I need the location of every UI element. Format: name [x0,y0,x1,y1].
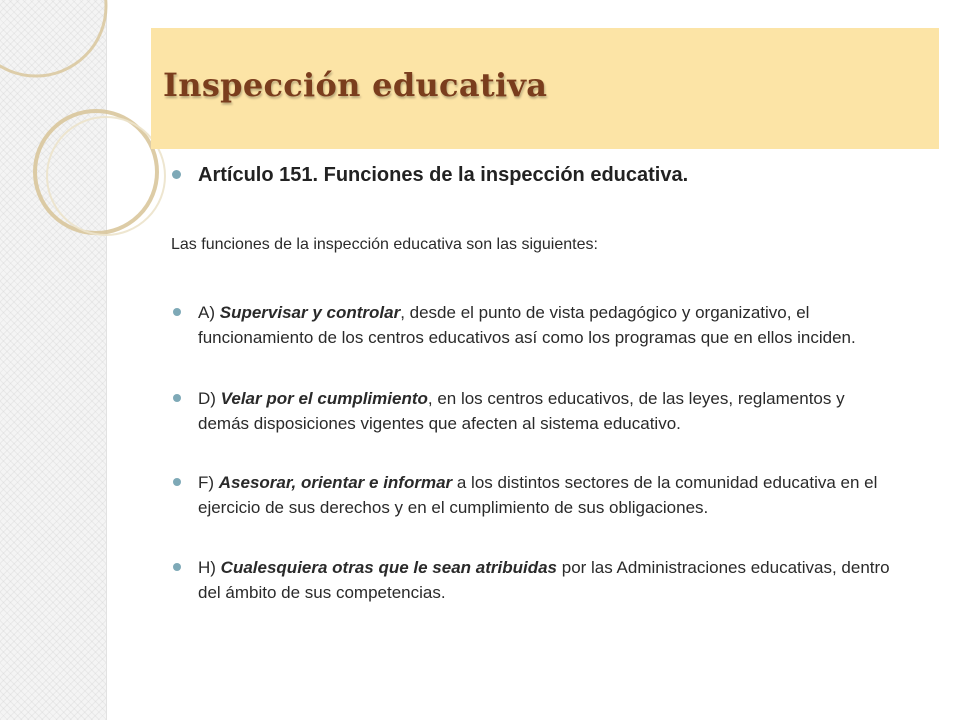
decorative-ring-inner [47,117,165,235]
function-item-d [198,386,898,436]
bullet-icon [173,563,181,571]
item-text: por las Administraciones educativas, dentro del ámbito de sus competencias. [198,558,890,602]
function-item-f [198,470,898,520]
decorative-ring-medium [35,111,157,233]
item-emphasis: Supervisar y controlar [219,303,401,322]
bullet-icon [173,394,181,402]
bullet-icon [172,170,181,179]
slide-title: Inspección educativa [163,66,548,104]
article-heading: Artículo 151. Funciones de la inspección educativa. [198,164,689,186]
function-item-h [198,555,898,605]
item-emphasis: Cualesquiera otras que le sean atribuidas [220,558,558,577]
item-text: , desde el punto de vista pedagógico y organizativo, el funcionamiento de los centros educativos así como los programas que en ellos inciden. [198,303,856,347]
decorative-ring-large [0,0,106,76]
item-prefix: F) [198,473,219,492]
item-prefix: A) [198,303,220,322]
item-emphasis: Asesorar, orientar e informar [218,473,453,492]
intro-text: Las funciones de la inspección educativa son las siguientes: [171,236,598,253]
item-emphasis: Velar por el cumplimiento [220,389,428,408]
function-item-a [198,300,898,350]
item-prefix: H) [198,558,221,577]
item-prefix: D) [198,389,221,408]
item-text: a los distintos sectores de la comunidad educativa en el ejercicio de sus derechos y en el cumplimiento de sus obligaciones. [198,473,878,517]
bullet-icon [173,308,181,316]
item-text: , en los centros educativos, de las leyes, reglamentos y demás disposiciones vigentes que afecten al sistema educativo. [198,389,845,433]
bullet-icon [173,478,181,486]
